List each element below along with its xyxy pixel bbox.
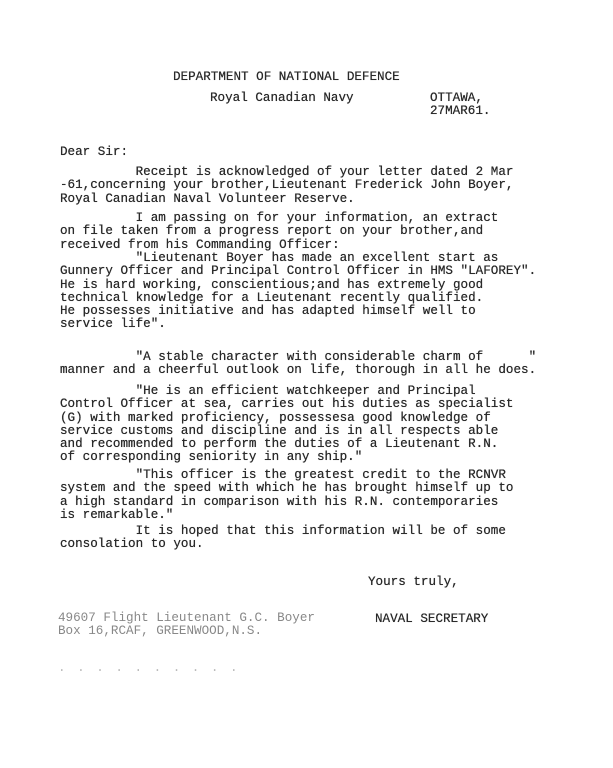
service-name: Royal Canadian Navy	[210, 91, 354, 105]
addressee: 49607 Flight Lieutenant G.C. Boyer Box 16,RCAF, GREENWOOD,N.S.	[58, 611, 315, 639]
department-heading: DEPARTMENT OF NATIONAL DEFENCE	[173, 70, 400, 84]
quote-greatest-credit: "This officer is the greatest credit to the RCNVR system and the speed with which he has brought himself up to a high standard in comparison with his R.N. contemporaries is remarkable."	[60, 468, 514, 522]
quote-excellent-start: "Lieutenant Boyer has made an excellent start as Gunnery Officer and Principal Control Officer in HMS "LAFOREY". He is hard working, conscientious;and has extremely good technical knowledge for a Lieutenant recently qualified. He possesses initiative and has adapted himself well to service life".	[60, 251, 537, 332]
date: 27MAR61.	[430, 104, 491, 118]
place: OTTAWA,	[430, 91, 483, 105]
faded-line: . . . . . . . . . .	[58, 661, 240, 675]
paragraph-extract: I am passing on for your information, an extract on file taken from a progress report on your brother,and received from his Commanding Officer:	[60, 211, 499, 252]
paragraph-consolation: It is hoped that this information will be of some consolation to you.	[60, 524, 506, 552]
salutation: Dear Sir:	[60, 145, 129, 159]
closing: Yours truly,	[368, 575, 459, 589]
paragraph-receipt: Receipt is acknowledged of your letter dated 2 Mar -61,concerning your brother,Lieutenant Frederick John Boyer, Royal Canadian Naval Volunteer Reserve.	[60, 165, 514, 206]
quote-stable-character: "A stable character with considerable charm of " manner and a cheerful outlook on life, thorough in all he does.	[60, 350, 537, 378]
signatory: NAVAL SECRETARY	[375, 612, 489, 626]
quote-efficient-watchkeeper: "He is an efficient watchkeeper and Principal Control Officer at sea, carries out his duties as specialist (G) with marked proficiency, possessesa good knowledge of service customs and discipline and is in all respects able and recommended to perform the duties of a Lieutenant R.N. of corresponding seniority in any ship."	[60, 384, 514, 465]
